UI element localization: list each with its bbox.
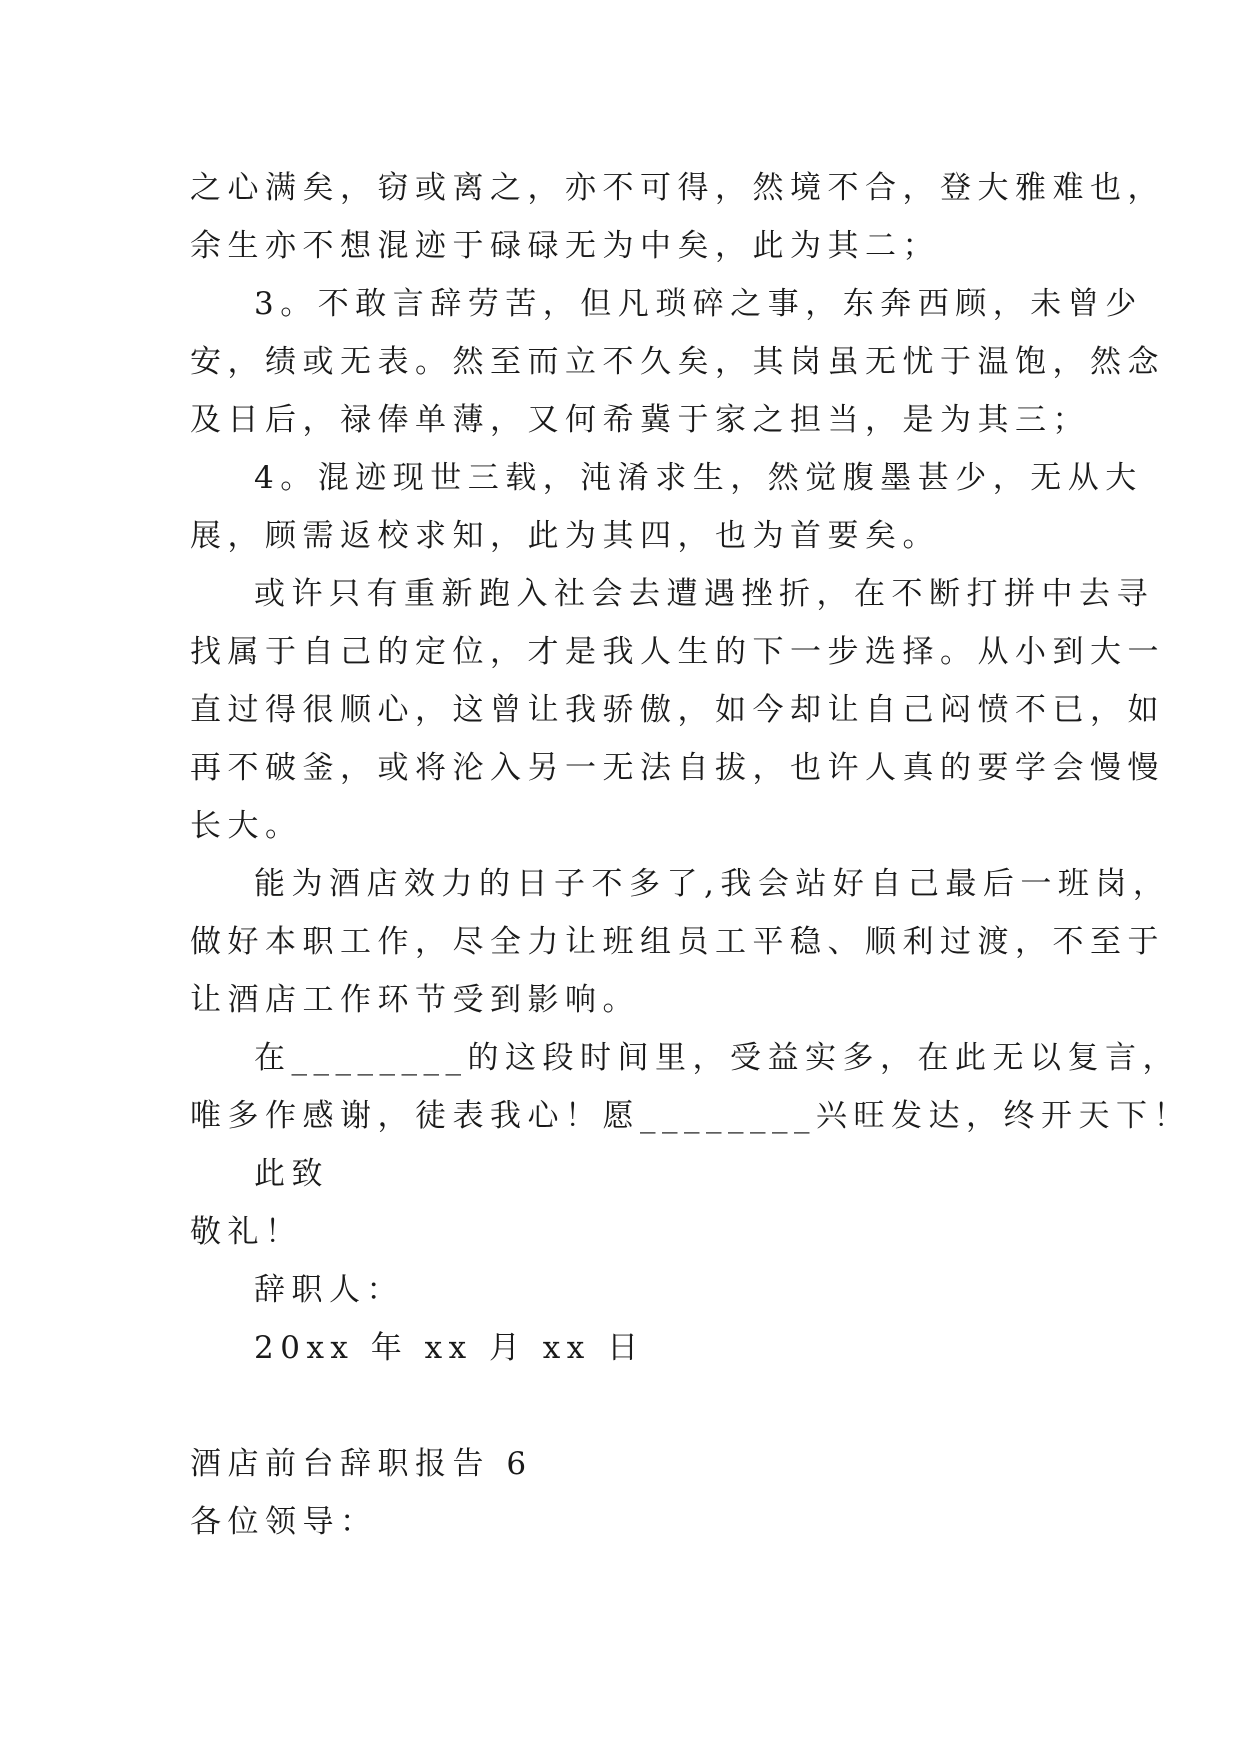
body-line: 做好本职工作，尽全力让班组员工平稳、顺利过渡，不至于 bbox=[190, 924, 1165, 960]
section-title: 酒店前台辞职报告 6 bbox=[190, 1446, 533, 1482]
date-line: 20xx 年 xx 月 xx 日 bbox=[254, 1330, 645, 1366]
paragraph-start: 在________的这段时间里，受益实多，在此无以复言， bbox=[254, 1040, 1180, 1076]
closing-regards: 敬礼！ bbox=[190, 1214, 303, 1250]
body-line: 唯多作感谢，徒表我心！愿________兴旺发达，终开天下！ bbox=[190, 1098, 1191, 1134]
body-line: 直过得很顺心，这曾让我骄傲，如今却让自己闷愤不已，如 bbox=[190, 692, 1165, 728]
greeting: 各位领导： bbox=[190, 1504, 378, 1540]
body-line: 之心满矣，窃或离之，亦不可得，然境不合，登大雅难也， bbox=[190, 170, 1165, 206]
body-line: 长大。 bbox=[190, 808, 303, 844]
list-item-4: 4。混迹现世三载，沌淆求生，然觉腹墨甚少，无从大 bbox=[254, 460, 1143, 496]
body-line: 余生亦不想混迹于碌碌无为中矣，此为其二； bbox=[190, 228, 940, 264]
paragraph-start: 或许只有重新跑入社会去遭遇挫折，在不断打拼中去寻 bbox=[254, 576, 1154, 612]
body-line: 及日后，禄俸单薄，又何希冀于家之担当，是为其三； bbox=[190, 402, 1090, 438]
list-item-3: 3。不敢言辞劳苦，但凡琐碎之事，东奔西顾，未曾少 bbox=[254, 286, 1143, 322]
body-line: 展，顾需返校求知，此为其四，也为首要矣。 bbox=[190, 518, 940, 554]
body-line: 找属于自己的定位，才是我人生的下一步选择。从小到大一 bbox=[190, 634, 1165, 670]
body-line: 让酒店工作环节受到影响。 bbox=[190, 982, 640, 1018]
body-line: 再不破釜，或将沦入另一无法自拔，也许人真的要学会慢慢 bbox=[190, 750, 1165, 786]
paragraph-start: 能为酒店效力的日子不多了,我会站好自己最后一班岗， bbox=[254, 866, 1171, 902]
closing-salutation: 此致 bbox=[254, 1156, 329, 1192]
signature-label: 辞职人： bbox=[254, 1272, 404, 1308]
body-line: 安，绩或无表。然至而立不久矣，其岗虽无忧于温饱，然念 bbox=[190, 344, 1165, 380]
